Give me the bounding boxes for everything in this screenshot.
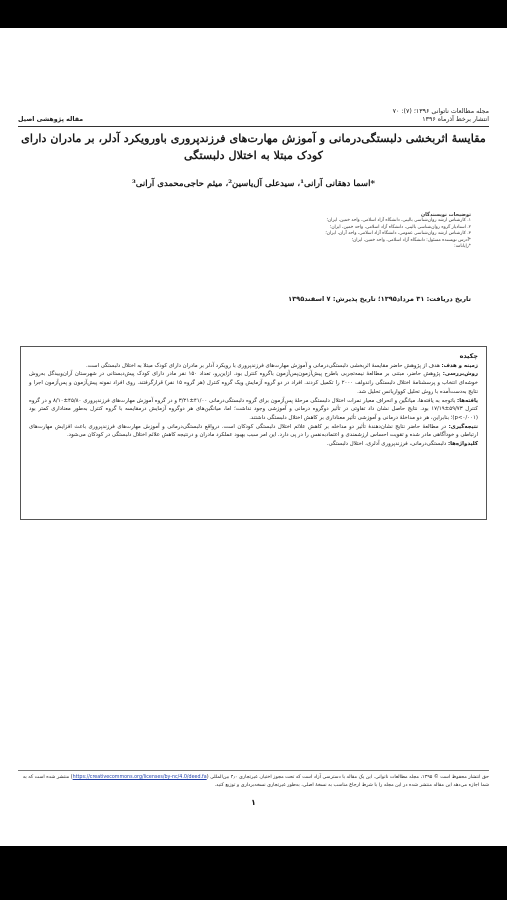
findings-text: باتوجه به یافته‌ها، میانگین و انحراف معیار نمرات اختلال دلبستگی مرحلهٔ پس‌آزمون برای گروه دلبستگی‌درمانی ۴۱/۰۰±۳/۲۱ و در گروه آموزش مهارت‌های فرزندپروری ۴۵/۸۰±۸/۱۰ و در گروه کنترل ۵۹/۷۳±۱۷/۱۹ بود. نتایج حاصل نشان داد تفاوتی در تأثیر دوگروه درمانی و آموزشی وجود نداشت؛ اما، میانگین‌های هر دوگروه آزمایش درمقایسه با گروه کنترل به‌طور معناداری کمتر بود (p<۰/۰۰۱)؛ بنابراین، هر دو مداخلهٔ درمانی و آموزشی تأثیر معناداری بر کاهش اختلال دلبستگی داشتند. bbox=[29, 397, 478, 421]
abstract-box bbox=[20, 346, 487, 520]
publication-info: انتشار برخط آذرماه ۱۳۹۶ bbox=[422, 116, 489, 123]
journal-citation: مجله مطالعات ناتوانی ۱۳۹۶؛ (۷): ۷۰ bbox=[392, 108, 489, 115]
abstract-method bbox=[29, 370, 478, 396]
affiliation-line: *رایانامه: bbox=[454, 244, 471, 250]
findings-label: یافته‌ها: bbox=[457, 397, 479, 404]
authors: *اسما دهقانی آرانی¹، سیدعلی آل‌یاسین²، میثم حاجی‌محمدی آرانی³ bbox=[131, 179, 375, 189]
affiliation-line: *آدرس نویسنده مسئول: دانشگاه آزاد اسلامی، واحد خمین، ایران؛ bbox=[351, 237, 471, 243]
license-link[interactable]: https://creativecommons.org/licenses/by-nc/4.0/deed.fa bbox=[72, 775, 207, 780]
method-label: روش‌بررسی: bbox=[442, 371, 478, 378]
background-label: زمینه و هدف: bbox=[441, 362, 478, 369]
abstract-heading: چکیده bbox=[459, 352, 478, 360]
paper-title: مقایسهٔ اثربخشی دلبستگی‌درمانی و آموزش مهارت‌های فرزندپروری باورویکرد آدلر، بر مادران دارای کودک مبتلا به اختلال دلبستگی bbox=[21, 131, 486, 162]
page-number: ۱ bbox=[251, 798, 256, 807]
abstract-background bbox=[29, 362, 478, 371]
article-type: مقاله پژوهشی اصیل bbox=[18, 116, 84, 123]
paper-page bbox=[0, 28, 507, 846]
abstract-keywords bbox=[29, 440, 478, 449]
license-text: حق انتشار محفوظ است © ۱۳۹۵، مجله مطالعات ناتوانی. این یک مقاله با دسترسی آزاد است که تحت مجوز اختیار، غیرتجاری ۴٫۰ بین‌المللی ( bbox=[206, 775, 489, 780]
license-notice bbox=[18, 770, 489, 790]
method-text: پژوهش حاضر، مبتنی بر مطالعهٔ نیمه‌تجربی باطرح پیش‌آزمون‌پس‌آزمون باگروه کنترل بود. ازاین‌رو، تعداد ۱۵۰ نفر مادر دارای کودک پیش‌دبستانی در شهرستان آران‌وبیدگل به‌روش خوشه‌ای انتخاب و پرسشنامهٔ اختلال دلبستگی راندولف ۲۰۰۰ را تکمیل کردند. افراد در دو گروه آزمایش ویک گروه کنترل (هر گروه ۱۵ نفر) قرارگرفتند. روی افراد نمونه پیش‌آزمون و پس‌آزمون اجرا و نتایج به‌دست‌آمده با روش تحلیل کوواریانس تحلیل شد. bbox=[29, 371, 479, 395]
affiliations-heading: توضیحات نویسندگان bbox=[420, 212, 471, 218]
conclusion-label: نتیجه‌گیری: bbox=[448, 423, 478, 430]
affiliations bbox=[271, 212, 471, 250]
affiliation-line: ۱. کارشناس ارشد روان‌شناسی بالینی، دانشگاه آزاد اسلامی، واحد خمین، ایران؛ bbox=[326, 218, 471, 224]
affiliation-line: ۲. استادیار گروه روان‌شناسی بالینی، دانشگاه آزاد اسلامی، واحد خمین، ایران؛ bbox=[329, 224, 471, 230]
abstract-conclusion bbox=[29, 423, 478, 440]
header-row bbox=[18, 116, 489, 127]
received-accepted-dates: تاریخ دریافت: ۳۱ مرداد۱۳۹۵؛ تاریخ پذیرش: ۷ اسفند۱۳۹۵ bbox=[288, 295, 471, 303]
conclusion-text: در مطالعهٔ حاضر نتایج نشان‌دهندهٔ تأثیر دو مداخله بر کاهش علائم اختلال دلبستگی کودکان است. درواقع دلبستگی‌درمانی و آموزش مهارت‌های فرزندپروری باعث افزایش مهارت‌های ارتباطی و خودآگاهی مادر شده و تقویت احساس ارزشمندی و اعتمادبه‌نفس را در پی دارد. این امر سبب بهبود عملکرد مادران و درنتیجه کاهش علائم اختلال دلبستگی در کودکان می‌شود. bbox=[29, 423, 478, 439]
background-text: هدف از پژوهش حاضر مقایسهٔ اثربخشی دلبستگی‌درمانی و آموزش مهارت‌های فرزندپروری با رویکرد آدلر بر مادران دارای کودک مبتلا به اختلال دلبستگی است. bbox=[85, 362, 440, 369]
keywords-label: کلیدواژه‌ها: bbox=[447, 441, 478, 448]
affiliation-line: ۳. کارشناس ارشد روان‌شناسی عمومی، دانشگاه آزاد اسلامی، واحد آران، ایران؛ bbox=[325, 231, 471, 237]
abstract-findings bbox=[29, 397, 478, 423]
keywords-text: دلبستگی‌درمانی، فرزندپروری آدلری، اختلال دلبستگی. bbox=[326, 441, 447, 448]
license-text-2: ) منتشر شده است که به شما اجازه می‌دهد این مقاله منتشر شده در این مجله را با شرط ارجاع مناسب به نسخهٔ اصلی، به‌طور غیرتجاری نسخه‌برداری و توزیع کنید. bbox=[22, 775, 489, 788]
